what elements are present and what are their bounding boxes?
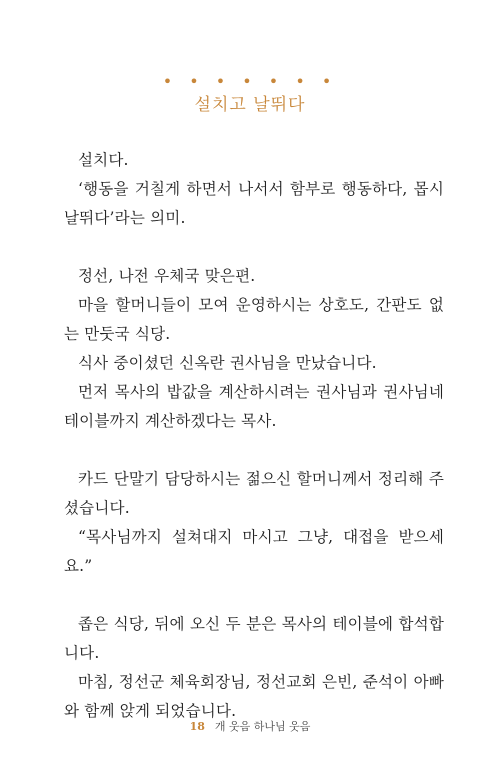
paragraph-gap	[64, 581, 444, 610]
ornament-dots: • • • • • • •	[162, 72, 338, 91]
chapter-title: 설치고 날뛰다	[194, 95, 306, 115]
paragraph: 식사 중이셨던 신옥란 권사님을 만났습니다.	[78, 354, 377, 372]
paragraph: 좁은 식당, 뒤에 오신 두 분은 목사의 테이블에 합석합니다.	[64, 615, 444, 662]
paragraph: 카드 단말기 담당하시는 젊으신 할머니께서 정리해 주셨습니다.	[64, 470, 444, 517]
paragraph: 설치다.	[78, 151, 129, 169]
paragraph: 먼저 목사의 밥값을 계산하시려는 권사님과 권사님네 테이블까지 계산하겠다는 목사.	[64, 383, 444, 430]
page-footer	[0, 720, 500, 734]
paragraph: 마침, 정선군 체육회장님, 정선교회 은빈, 준석이 아빠와 함께 앉게 되었습니다.	[64, 673, 444, 720]
page-number: 18	[189, 720, 205, 733]
paragraph-gap	[64, 436, 444, 465]
paragraph-gap	[64, 233, 444, 262]
paragraph: 정선, 나전 우체국 맞은편.	[78, 267, 256, 285]
paragraph: “목사님까지 설쳐대지 마시고 그냥, 대접을 받으세요.”	[64, 528, 444, 575]
book-title: 개 웃음 하나님 웃음	[214, 720, 311, 733]
paragraph: 마을 할머니들이 모여 운영하시는 상호도, 간판도 없는 만둣국 식당.	[64, 296, 444, 343]
body-text	[64, 146, 444, 726]
paragraph: ‘행동을 거칠게 하면서 나서서 함부로 행동하다, 몹시 날뛰다’라는 의미.	[64, 180, 444, 227]
